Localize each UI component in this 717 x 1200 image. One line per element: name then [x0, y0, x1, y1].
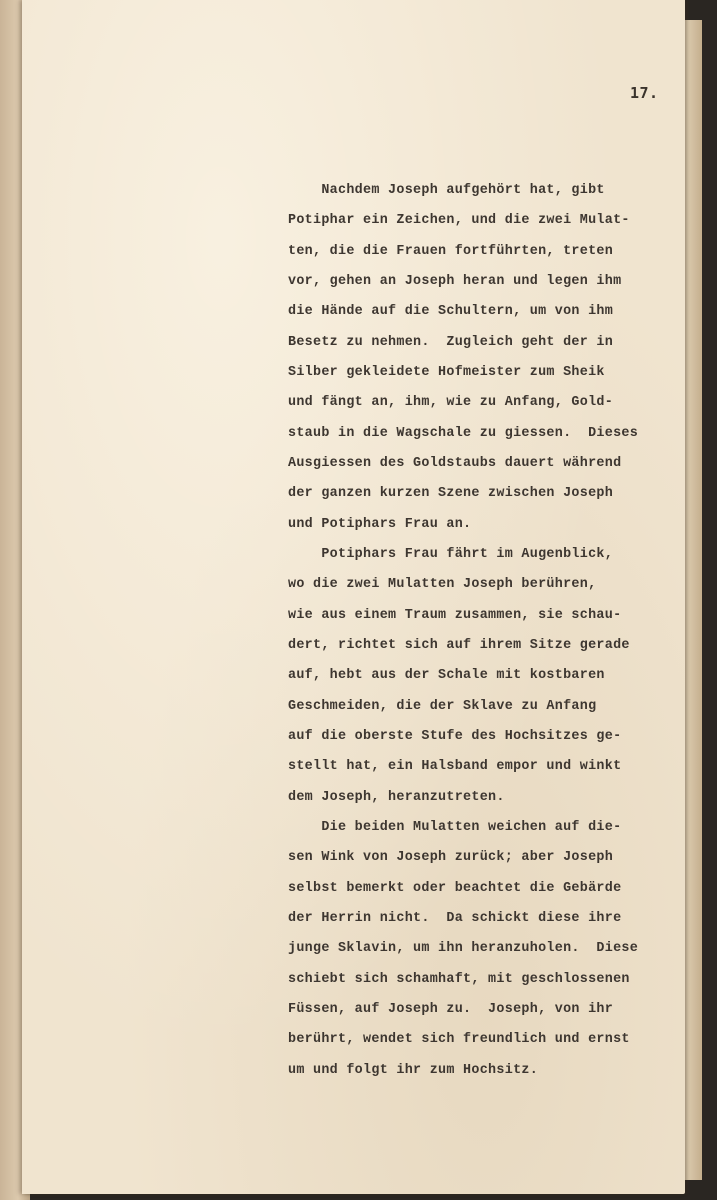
page-number: 17.: [630, 84, 659, 102]
text-line: Die beiden Mulatten weichen auf die-: [288, 820, 622, 835]
text-line: selbst bemerkt oder beachtet die Gebärde: [288, 881, 622, 896]
text-line: dem Joseph, heranzutreten.: [288, 790, 505, 805]
text-line: dert, richtet sich auf ihrem Sitze gerade: [288, 638, 630, 653]
text-line: wo die zwei Mulatten Joseph berühren,: [288, 577, 597, 592]
text-line: die Hände auf die Schultern, um von ihm: [288, 304, 614, 319]
text-line: junge Sklavin, um ihn heranzuholen. Diese: [288, 941, 639, 956]
text-line: berührt, wendet sich freundlich und ernst: [288, 1032, 630, 1047]
text-line: staub in die Wagschale zu giessen. Dieses: [288, 426, 639, 441]
text-line: stellt hat, ein Halsband empor und winkt: [288, 759, 622, 774]
text-line: vor, gehen an Joseph heran und legen ihm: [288, 274, 622, 289]
text-line: Ausgiessen des Goldstaubs dauert während: [288, 456, 622, 471]
text-line: sen Wink von Joseph zurück; aber Joseph: [288, 850, 614, 865]
text-line: und Potiphars Frau an.: [288, 517, 472, 532]
text-line: Geschmeiden, die der Sklave zu Anfang: [288, 699, 597, 714]
text-line: Besetz zu nehmen. Zugleich geht der in: [288, 335, 614, 350]
text-line: und fängt an, ihm, wie zu Anfang, Gold-: [288, 395, 614, 410]
text-line: schiebt sich schamhaft, mit geschlossenen: [288, 972, 630, 987]
text-line: auf, hebt aus der Schale mit kostbaren: [288, 668, 605, 683]
text-line: ten, die die Frauen fortführten, treten: [288, 244, 614, 259]
text-line: auf die oberste Stufe des Hochsitzes ge-: [288, 729, 622, 744]
text-line: Nachdem Joseph aufgehört hat, gibt: [288, 183, 605, 198]
text-line: Füssen, auf Joseph zu. Joseph, von ihr: [288, 1002, 614, 1017]
text-line: um und folgt ihr zum Hochsitz.: [288, 1063, 539, 1078]
text-line: wie aus einem Traum zusammen, sie schau-: [288, 608, 622, 623]
text-line: Silber gekleidete Hofmeister zum Sheik: [288, 365, 605, 380]
text-line: der Herrin nicht. Da schickt diese ihre: [288, 911, 622, 926]
text-line: Potiphars Frau fährt im Augenblick,: [288, 547, 614, 562]
typewritten-page: [22, 0, 685, 1194]
text-line: der ganzen kurzen Szene zwischen Joseph: [288, 486, 614, 501]
text-line: Potiphar ein Zeichen, und die zwei Mulat-: [288, 213, 630, 228]
